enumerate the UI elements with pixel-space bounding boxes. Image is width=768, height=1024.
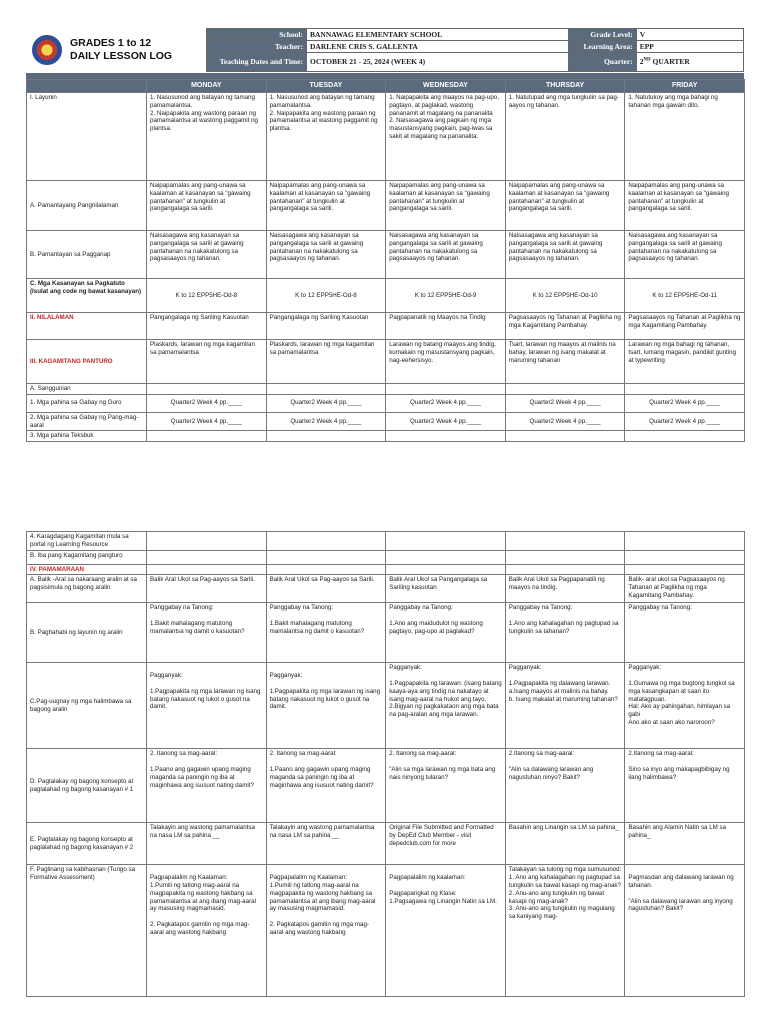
cell-friday: [625, 384, 745, 395]
teacher-label: Teacher:: [207, 40, 307, 52]
lesson-row: [27, 575, 745, 603]
cell-thursday: Quarter2 Week 4 pp.____: [505, 412, 625, 431]
cell-thursday: [505, 431, 625, 442]
page-1-rows: [27, 93, 745, 442]
cell-tuesday: [266, 431, 386, 442]
row-label: B. Iba pang Kagamitang pangturo: [27, 550, 147, 564]
cell-tuesday: Balik Aral Ukol sa Pag-aayos sa Sarili.: [266, 575, 386, 603]
row-label: D. Pagtalakay ng bagong konsepto at paglalahad ng bagong kasanayan # 1: [27, 749, 147, 823]
cell-tuesday: 1. Nasusunod ang batayan ng tamang pamamalantsa. 2. Naipapakita ang wastong paraan ng pamamalantsa at wastong paggamit ng plantsa.: [266, 93, 386, 181]
cell-thursday: Balik Aral Ukol sa Pagpapanatili ng maayos na tindig.: [505, 575, 625, 603]
cell-thursday: Pagganyak: 1.Pagpapakita ng dalawang larawan. a.Isang maayos at malinis na bahay. b. Isang makalat at maruming tahanan?: [505, 663, 625, 749]
cell-monday: [147, 384, 267, 395]
cell-wednesday: Quarter2 Week 4 pp.____: [386, 394, 506, 412]
cell-monday: Naipapamalas ang pang-unawa sa kaalaman at kasanayan sa "gawaing pantahanan" at tungkulin at pangangalaga sa sarili.: [147, 181, 267, 231]
lesson-row: [27, 550, 745, 564]
dates-value: OCTOBER 21 - 25, 2024 (WEEK 4): [307, 52, 569, 71]
cell-monday: [147, 532, 267, 551]
cell-friday: 2.Itanong sa mag-aaral: Sino sa inyo ang makapagbibigay ng ilang halimbawa?: [625, 749, 745, 823]
row-label: A. Sanggunian: [27, 384, 147, 395]
cell-friday: 1. Natutukoy ang mga bahagi ng tahanan mga gawain dito.: [625, 93, 745, 181]
cell-tuesday: Quarter2 Week 4 pp.____: [266, 412, 386, 431]
cell-friday: Quarter2 Week 4 pp.____: [625, 412, 745, 431]
day-header-wednesday: WEDNESDAY: [386, 80, 506, 93]
cell-monday: Quarter2 Week 4 pp.____: [147, 394, 267, 412]
cell-friday: [625, 564, 745, 575]
lesson-log-page-1: [26, 28, 744, 442]
cell-tuesday: [266, 550, 386, 564]
cell-wednesday: Pagpapanatili ng Maayos na Tindig: [386, 313, 506, 340]
cell-friday: Quarter2 Week 4 pp.____: [625, 394, 745, 412]
quarter-suffix: ND: [643, 57, 651, 63]
cell-monday: Plaskards, larawan ng mga kagamitan sa pamamalantsa: [147, 340, 267, 384]
row-label: C.Pag-uugnay ng mga halimbawa sa bagong aralin: [27, 663, 147, 749]
cell-thursday: Quarter2 Week 4 pp.____: [505, 394, 625, 412]
lesson-row: [27, 93, 745, 181]
cell-thursday: 2.Itanong sa mag-aaral: "Alin sa dalawang larawan ang nagustuhan ninyo? Bakit?: [505, 749, 625, 823]
cell-wednesday: Naisasagawa ang kasanayan sa pangangalaga sa sarili at gawaing pantahanan na nakakatulong sa pagsasaayos ng tahanan.: [386, 231, 506, 279]
cell-tuesday: K to 12 EPP5HE-Od-8: [266, 279, 386, 313]
row-label: B. Pamantayan sa Pagganap: [27, 231, 147, 279]
lesson-row: [27, 865, 745, 997]
cell-friday: Naipapamalas ang pang-unawa sa kaalaman at kasanayan sa "gawaing pantahanan" at tungkulin at pangangalaga sa sarili.: [625, 181, 745, 231]
cell-friday: Pagsasaayos ng Tahanan at Paglikha ng mga Kagamitang Pambahay.: [625, 313, 745, 340]
cell-tuesday: [266, 384, 386, 395]
cell-wednesday: [386, 550, 506, 564]
day-header-row: [27, 80, 745, 93]
quarter-label: Quarter:: [568, 52, 636, 71]
cell-wednesday: [386, 532, 506, 551]
row-label: 1. Mga pahina sa Gabay ng Guro: [27, 394, 147, 412]
row-label: 3. Mga pahina Teksbuk: [27, 431, 147, 442]
lesson-row: [27, 340, 745, 384]
cell-monday: Naisasagawa ang kasanayan sa pangangalaga sa sarili at gawaing pantahanan na nakakatulong sa pagsasaayos ng tahanan.: [147, 231, 267, 279]
lesson-grid-page-2: [26, 531, 745, 997]
dates-label: Teaching Dates and Time:: [207, 52, 307, 71]
cell-wednesday: Pagpapalalim ng kaalaman: Pagpapangkat ng Klase: 1.Pagsagawa ng Linangin Natin sa LM.: [386, 865, 506, 997]
deped-seal-icon: [32, 35, 62, 65]
cell-wednesday: 1. Naipapakita ang maayos na pag-upo, pagtayo, at paglakad, wastong pananamit at magalang na pananalita 2. Naisasagawa ang pagkain ng mga masustansyang pagkain, pag-iwas sa sakit at magalang na pananalita.: [386, 93, 506, 181]
cell-tuesday: [266, 532, 386, 551]
blank-header: [27, 80, 147, 93]
quarter-word: QUARTER: [652, 57, 690, 67]
area-value: EPP: [636, 40, 743, 52]
day-header-thursday: THURSDAY: [505, 80, 625, 93]
cell-friday: Panggabay na Tanong:: [625, 603, 745, 663]
document-title: [70, 37, 172, 63]
cell-thursday: Pagsasaayos ng Tahanan at Paglikha ng mga Kagamitang Pambahay.: [505, 313, 625, 340]
lesson-row: [27, 564, 745, 575]
lesson-grid-page-1: [26, 79, 745, 442]
cell-thursday: 1. Natutupad ang mga tungkulin sa pag-aayos ng tahanan.: [505, 93, 625, 181]
row-label: III. KAGAMITANG PANTURO: [27, 340, 147, 384]
cell-wednesday: Naipapamalas ang pang-unawa sa kaalaman at kasanayan sa "gawaing pantahanan" at tungkulin at pangangalaga sa sarili.: [386, 181, 506, 231]
cell-monday: Pagpapalalim ng Kaalaman: 1.Pumili ng tatlong mag-aaral na magpapakita ng wastong hakbang sa pamamalantsa at ang ibang mag-aaral ay masusing magmamasid. 2. Pagkatapos gamitin ng mga mag-aaral ang wastong hakbang: [147, 865, 267, 997]
cell-friday: Pagganyak: 1.Gumawa ng mga bugtong tungkol sa mga kasangkapan at saan ito matatagpuan. Hal: Ako ay pahingahan, himlayan sa gabi Ano ako at saan ako naroroon?: [625, 663, 745, 749]
cell-wednesday: Larawan ng batang maayos ang tindig, kumakain ng masustansyang pagkain, nag-eehersisyo.: [386, 340, 506, 384]
day-header-tuesday: TUESDAY: [266, 80, 386, 93]
lesson-log-page-2: [26, 531, 744, 997]
cell-monday: Pagganyak: 1.Pagpapakita ng mga larawan ng isang batang nakasuot ng lukot o gusot na damit.: [147, 663, 267, 749]
cell-wednesday: Original File Submitted and Formatted by DepEd Club Member - visit depedclub.com for more: [386, 823, 506, 865]
teacher-value: DARLENE CRIS S. GALLENTA: [307, 40, 569, 52]
cell-thursday: [505, 384, 625, 395]
row-label: A. Balik -Aral sa nakaraang aralin at sa pagsisimula ng bagong aralin: [27, 575, 147, 603]
lesson-row: [27, 231, 745, 279]
cell-tuesday: Talakayin ang wastong pamamalantsa na nasa LM sa pahina __: [266, 823, 386, 865]
row-label: II. NILALAMAN: [27, 313, 147, 340]
cell-monday: Balik Aral Ukol sa Pag-aayos sa Sarili.: [147, 575, 267, 603]
row-label: B. Paghahabi ng layunin ng aralin: [27, 603, 147, 663]
lesson-row: [27, 749, 745, 823]
grade-value: V: [636, 29, 743, 41]
cell-thursday: [505, 564, 625, 575]
cell-friday: [625, 550, 745, 564]
lesson-row: [27, 384, 745, 395]
lesson-row: [27, 431, 745, 442]
cell-tuesday: Quarter2 Week 4 pp.____: [266, 394, 386, 412]
row-label: 2. Mga pahina sa Gabay ng Pang-mag-aaral: [27, 412, 147, 431]
cell-monday: K to 12 EPP5HE-Od-8: [147, 279, 267, 313]
cell-tuesday: 2. Itanong sa mag-aaral: 1.Paano ang gagawin upang maging maganda sa paningin ng iba at maginhawa ang isusuot nating damit?: [266, 749, 386, 823]
cell-thursday: Basahin ang Linangin sa LM sa pahina_: [505, 823, 625, 865]
cell-monday: [147, 431, 267, 442]
cell-monday: [147, 564, 267, 575]
row-label: A. Pamantayang Pangnilalaman: [27, 181, 147, 231]
row-label: C. Mga Kasanayan sa Pagkatuto (Isulat ang code ng bawat kasanayan): [27, 279, 147, 313]
cell-thursday: [505, 532, 625, 551]
cell-tuesday: [266, 564, 386, 575]
cell-friday: Pagmasdan ang dalawang larawan ng tahanan. "Alin sa dalawang larawan ang inyong nagustuhan? Bakit?: [625, 865, 745, 997]
cell-thursday: Talakayan sa tulong ng mga sumusunod: 1. Ano ang kahalagahan ng pagtupad sa tungkulin sa bawat kasapi ng mag-anak? 2. Anu-ano ang tungkulin ng bawat kasapi ng mag-anak? 3. Anu-ano ang tungkulin ng magulang sa kaniyang mag-: [505, 865, 625, 997]
cell-friday: [625, 431, 745, 442]
cell-monday: Quarter2 Week 4 pp.____: [147, 412, 267, 431]
row-label: 4. Karagdagang Kagamitan mula sa portal ng Learning Resource: [27, 532, 147, 551]
cell-monday: 1. Nasusunod ang batayan ng tamang pamamalantsa. 2. Naipapakita ang wastong paraan ng pamamalantsa at wastong paggamit ng plantsa.: [147, 93, 267, 181]
cell-friday: Larawan ng mga bahagi ng tahanan, tsart, lumang magasin, pandikit gunting at typewriting: [625, 340, 745, 384]
cell-tuesday: Pagganyak: 1.Pagpapakita ng mga larawan ng isang batang nakasuot ng lukot o gusot na damit.: [266, 663, 386, 749]
cell-monday: 2. Itanong sa mag-aaral: 1.Paano ang gagawin upang maging maganda sa paningin ng iba at maginhawa ang isusuot nating damit?: [147, 749, 267, 823]
cell-thursday: Tsart, larawan ng maayos at malinis na bahay, larawan ng isang makalat at maruming tahanan: [505, 340, 625, 384]
title-line-2: DAILY LESSON LOG: [70, 50, 173, 62]
cell-tuesday: Naisasagawa ang kasanayan sa pangangalaga sa sarili at gawaing pantahanan na nakakatulong sa pagsasaayos ng tahanan.: [266, 231, 386, 279]
lesson-row: [27, 603, 745, 663]
quarter-value: [636, 52, 743, 71]
cell-friday: Naisasagawa ang kasanayan sa pangangalaga sa sarili at gawaing pantahanan na nakakatulong sa pagsasaayos ng tahanan.: [625, 231, 745, 279]
cell-friday: Balik- aral ukol sa Pagsasaayos ng Tahanan at Paglikha ng mga Kagamitang Pambahay.: [625, 575, 745, 603]
lesson-row: [27, 532, 745, 551]
day-header-friday: FRIDAY: [625, 80, 745, 93]
cell-wednesday: Quarter2 Week 4 pp.____: [386, 412, 506, 431]
cell-wednesday: K to 12 EPP5HE-Od-9: [386, 279, 506, 313]
cell-tuesday: Plaskards, larawan ng mga kagamitan sa pamamalantsa: [266, 340, 386, 384]
cell-thursday: Naisasagawa ang kasanayan sa pangangalaga sa sarili at gawaing pantahanan na nakakatulong sa pagsasaayos ng tahanan.: [505, 231, 625, 279]
cell-thursday: Panggabay na Tanong: 1.Ano ang kahalagahan ng pagtupad sa tungkulin sa tahanan?: [505, 603, 625, 663]
row-label: I. Layunin: [27, 93, 147, 181]
cell-thursday: [505, 550, 625, 564]
school-value: BANNAWAG ELEMENTARY SCHOOL: [307, 29, 569, 41]
row-label: E. Pagtalakay ng bagong konsepto at paglalahad ng bagong kasanayan # 2: [27, 823, 147, 865]
grade-label: Grade Level:: [568, 29, 636, 41]
cell-thursday: Naipapamalas ang pang-unawa sa kaalaman at kasanayan sa "gawaing pantahanan" at tungkulin at pangangalaga sa sarili.: [505, 181, 625, 231]
lesson-row: [27, 823, 745, 865]
cell-monday: Panggabay na Tanong: 1.Bakit mahalagang matutong mamalantsa ng damit o kasuotan?: [147, 603, 267, 663]
quarter-number: 2: [639, 57, 644, 67]
cell-wednesday: [386, 564, 506, 575]
cell-tuesday: Pangangalaga ng Sariling Kasuotan: [266, 313, 386, 340]
cell-wednesday: Panggabay na Tanong: 1.Ano ang maidudulot ng wastong pagtayo, pag-upo at paglakad?: [386, 603, 506, 663]
cell-friday: K to 12 EPP5HE-Od-11: [625, 279, 745, 313]
cell-wednesday: Pagganyak: 1.Pagpapakita ng larawan: (isang batang kaaya-aya ang tindig na nakatayo at isang mag-aaral na hukot ang tayo. 2.Bigyan ng pagkakataon ang mga bata na pag-aralan ang mga larawan.: [386, 663, 506, 749]
cell-monday: Pangangalaga ng Sariling Kasuotan: [147, 313, 267, 340]
lesson-row: [27, 394, 745, 412]
row-label: IV. PAMAMARAAN: [27, 564, 147, 575]
header-info-table: [206, 28, 744, 72]
cell-tuesday: Pagpapalalim ng Kaalaman: 1.Pumili ng tatlong mag-aaral na magpapakita ng wastong hakbang sa pamamalantsa at ang ibang mag-aaral ay masusing magmamasid. 2. Pagkatapos gamitin ng mga mag-aaral ang wastong hakbang: [266, 865, 386, 997]
lesson-row: [27, 313, 745, 340]
school-label: School:: [207, 29, 307, 41]
lesson-row: [27, 412, 745, 431]
cell-wednesday: Balik Aral Ukol sa Pangangalaga sa Sariling kasuotan: [386, 575, 506, 603]
cell-wednesday: [386, 431, 506, 442]
cell-monday: Talakayin ang wastong pamamalantsa na nasa LM sa pahina __: [147, 823, 267, 865]
lesson-row: [27, 279, 745, 313]
cell-friday: [625, 532, 745, 551]
cell-tuesday: Panggabay na Tanong: 1.Bakit mahalagang matutong mamalantsa ng damit o kasuotan?: [266, 603, 386, 663]
header: [26, 28, 744, 72]
page-2-rows: [27, 532, 745, 997]
cell-friday: Basahin ang Alamin Natin sa LM sa pahina_: [625, 823, 745, 865]
lesson-row: [27, 663, 745, 749]
lesson-row: [27, 181, 745, 231]
title-line-1: GRADES 1 to 12: [70, 37, 152, 49]
cell-thursday: K to 12 EPP5HE-Od-10: [505, 279, 625, 313]
header-title-block: [26, 28, 206, 72]
cell-monday: [147, 550, 267, 564]
cell-wednesday: 2. Itanong sa mag-aaral: "Alin sa mga larawan ng mga bata ang nais ninyong tularan?: [386, 749, 506, 823]
cell-wednesday: [386, 384, 506, 395]
day-header-monday: MONDAY: [147, 80, 267, 93]
row-label: F. Paglinang sa kabihasnan (Tungo sa Formative Assessment): [27, 865, 147, 997]
area-label: Learning Area:: [568, 40, 636, 52]
cell-tuesday: Naipapamalas ang pang-unawa sa kaalaman at kasanayan sa "gawaing pantahanan" at tungkulin at pangangalaga sa sarili.: [266, 181, 386, 231]
